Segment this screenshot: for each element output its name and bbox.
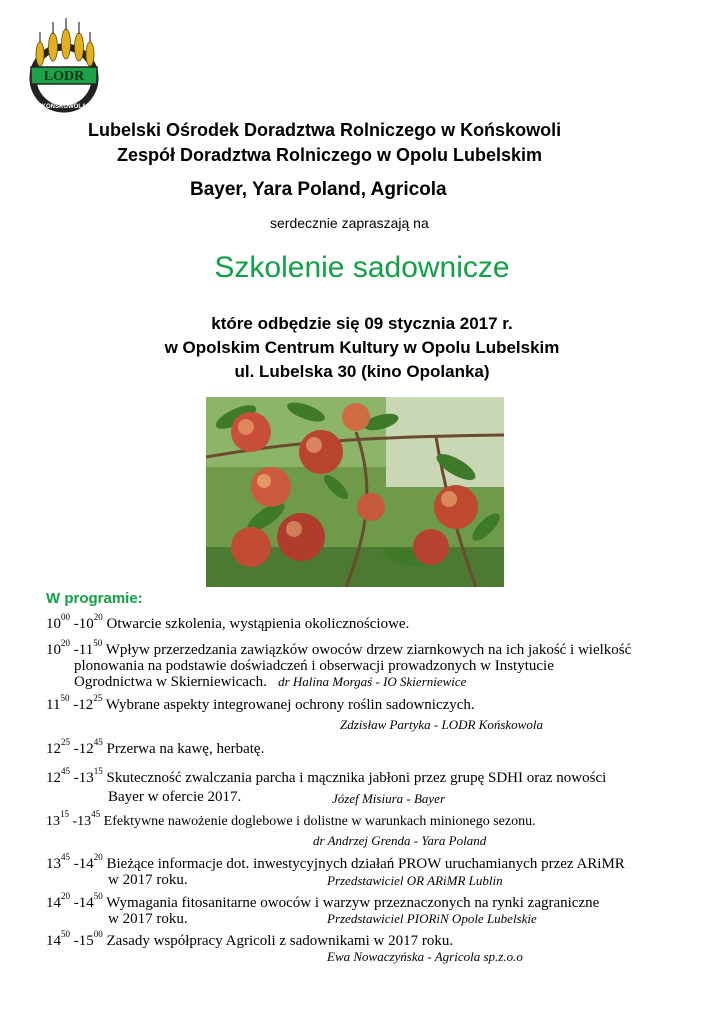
time-start: $13^{15}$ [46,809,69,829]
program-heading: W programie: [46,590,143,607]
time-start: $12^{45}$ [46,766,70,786]
speaker: dr Andrzej Grenda - Yara Poland [313,833,487,848]
time-start: $11^{50}$ [46,693,70,713]
apple-tree-photo [206,397,504,587]
event-date: które odbędzie się 09 stycznia 2017 r. [211,314,513,333]
organizer-line-1: Lubelski Ośrodek Doradztwa Rolniczego w Końskowoli [88,120,562,140]
item-text: Bieżące informacje dot. inwestycyjnych działań PROW uruchamianych przez ARiMR [106,856,625,872]
time-end: $13^{15}$ [78,766,103,786]
program-item: $14^{50}$ $-15^{00}$ Zasady współpracy Agricoli z sadownikami w 2017 roku. [46,929,454,949]
time-end: $14^{20}$ [78,852,103,872]
speaker: Zdzisław Partyka - LODR Końskowola [340,717,543,732]
sponsors: Bayer, Yara Poland, Agricola [190,179,447,200]
event-address: ul. Lubelska 30 (kino Opolanka) [234,362,490,381]
program-item: $10^{00}$ $-10^{20}$ Otwarcie szkolenia, wystąpienia okolicznościowe. [46,612,410,632]
time-start: $13^{45}$ [46,852,70,872]
speaker: Przedstawiciel OR ARiMR Lublin [327,873,503,888]
program-item: $14^{20}$ $-14^{50}$ Wymagania fitosanitarne owoców i warzyw przeznaczonych na rynki zagraniczne w 2017 roku. [46,891,600,927]
time-end: $12^{45}$ [78,737,103,757]
program-item: $12^{25}$ $-12^{45}$ Przerwa na kawę, herbatę. [46,737,265,757]
speaker: dr Halina Morgaś - IO Skierniewice [278,674,467,689]
time-end: $10^{20}$ [78,612,103,632]
item-text-line2: w 2017 roku. [108,911,188,927]
item-text: Otwarcie szkolenia, wystąpienia okolicznościowe. [106,616,410,632]
item-text-line2: plonowania na podstawie doświadczeń i obserwacji prowadzonych w Instytucie [74,658,554,674]
time-end: $11^{50}$ [78,638,103,658]
item-text: Zasady współpracy Agricoli z sadownikami w 2017 roku. [106,933,454,949]
organizer-line-2: Zespół Doradztwa Rolniczego w Opolu Lubelskim [117,145,543,165]
time-start: $10^{00}$ [46,612,70,632]
item-text: Skuteczność zwalczania parcha i mącznika jabłoni przez grupę SDHI oraz nowości [106,770,607,786]
speaker: Przedstawiciel PIORiN Opole Lubelskie [327,911,537,926]
invite-text: serdecznie zapraszają na [270,215,429,231]
event-title: Szkolenie sadownicze [214,251,510,284]
time-end: $15^{00}$ [78,929,103,949]
time-start: $12^{25}$ [46,737,70,757]
speaker: Ewa Nowaczyńska - Agricola sp.z.o.o [327,949,523,964]
time-end: $14^{50}$ [78,891,103,911]
item-text-line3: Ogrodnictwa w Skierniewicach. dr Halina Morgaś - IO Skierniewice [74,674,467,690]
item-text-line2: Bayer w ofercie 2017. [108,789,242,805]
time-end: $12^{25}$ [78,693,103,713]
time-end: $13^{45}$ [77,809,101,829]
logo-ring-text: KOŃSKOWOLA [41,104,87,110]
program-item: $12^{45}$ $-13^{15}$ Skuteczność zwalczania parcha i mącznika jabłoni przez grupę SDHI oraz nowości Bayer w ofercie 2017. [46,766,607,805]
item-text: Wymagania fitosanitarne owoców i warzyw przeznaczonych na rynki zagraniczne [106,895,600,911]
program-item: $13^{45}$ $-14^{20}$ Bieżące informacje dot. inwestycyjnych działań PROW uruchamianych przez ARiMR w 2017 roku. [46,852,625,888]
time-start: $10^{20}$ [46,638,70,658]
program-item: $11^{50}$ $-12^{25}$ Wybrane aspekty integrowanej ochrony roślin sadowniczych. [46,693,475,713]
item-text-line2: w 2017 roku. [108,872,188,888]
speaker: Józef Misiura - Bayer [332,791,446,806]
item-text: Wpływ przerzedzania zawiązków owoców drzew ziarnkowych na ich jakość i wielkość [105,642,632,658]
item-text: Efektywne nawożenie doglebowe i dolistne w warunkach minionego sezonu. [103,814,536,829]
item-text: Wybrane aspekty integrowanej ochrony roślin sadowniczych. [105,697,475,713]
logo-text: LODR [43,69,85,84]
time-start: $14^{50}$ [46,929,70,949]
item-text: Przerwa na kawę, herbatę. [106,741,265,757]
program-item: $10^{20}$ $-11^{50}$ Wpływ przerzedzania zawiązków owoców drzew ziarnkowych na ich jakość i wielkość plonowania na podstawie doświadczeń i obserwacji prowadzonych w Instytucie Ogrodnictwa w Skierniewicach. dr Halina Morgaś - IO Skierniewice [46,638,632,690]
event-venue: w Opolskim Centrum Kultury w Opolu Lubelskim [164,338,560,357]
program-item: $13^{15}$ $-13^{45}$ Efektywne nawożenie doglebowe i dolistne w warunkach minionego sezonu. [46,809,536,829]
lodr-logo [24,14,104,114]
time-start: $14^{20}$ [46,891,70,911]
